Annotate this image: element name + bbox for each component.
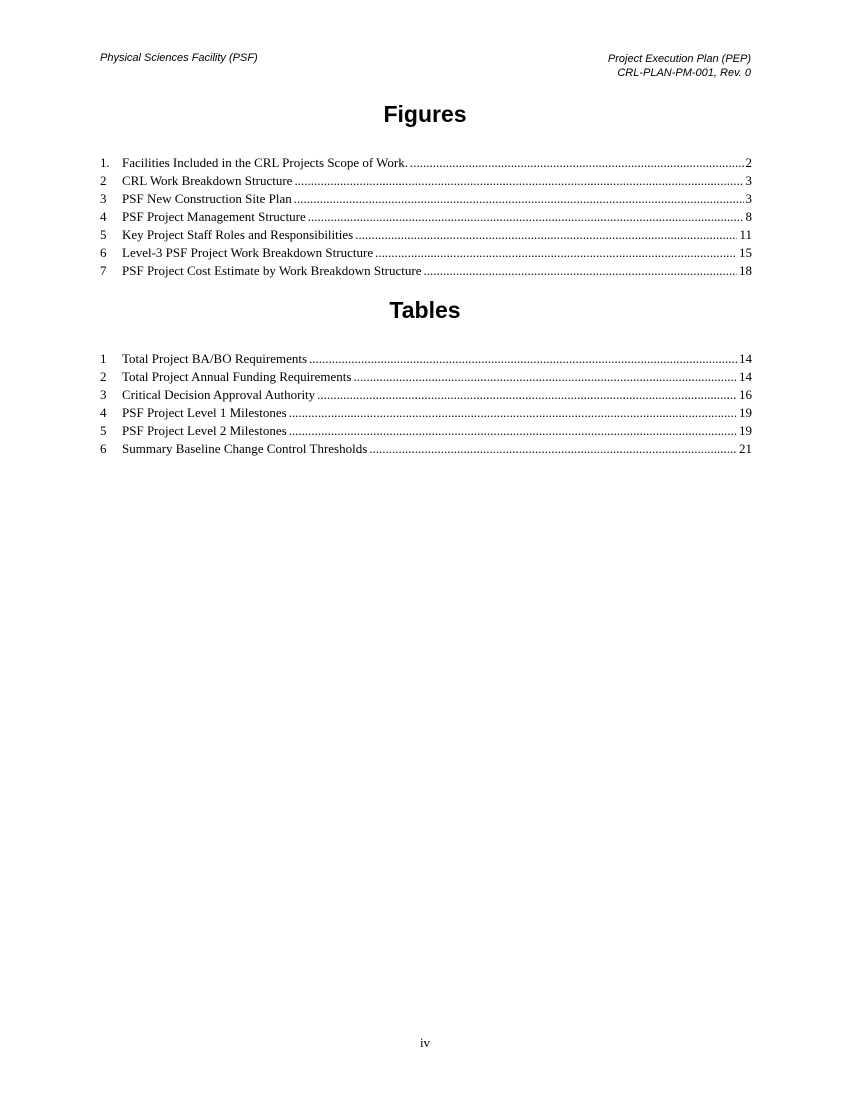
dot-leader xyxy=(309,350,737,368)
table-entry[interactable] xyxy=(100,350,752,368)
table-title: PSF Project Level 1 Milestones xyxy=(122,405,287,420)
figure-page-number: 15 xyxy=(739,245,752,260)
figure-title: CRL Work Breakdown Structure xyxy=(122,173,293,188)
figure-page-number: 3 xyxy=(745,173,752,188)
figure-page-number: 8 xyxy=(745,209,752,224)
figure-entry[interactable] xyxy=(100,262,752,280)
table-page-number: 14 xyxy=(739,351,752,366)
figure-number: 2 xyxy=(100,173,107,188)
figure-title: PSF Project Cost Estimate by Work Breakdown Structure xyxy=(122,263,422,278)
table-page-number: 14 xyxy=(739,369,752,384)
table-number: 3 xyxy=(100,387,107,402)
dot-leader xyxy=(369,440,737,458)
table-title: Critical Decision Approval Authority xyxy=(122,387,316,402)
figure-number: 3 xyxy=(100,191,107,206)
figure-page-number: 3 xyxy=(745,191,752,206)
header-document-number: CRL-PLAN-PM-001, Rev. 0 xyxy=(617,67,751,79)
figure-entry[interactable] xyxy=(100,190,752,208)
figure-page-number: 11 xyxy=(739,227,752,242)
figures-heading: Figures xyxy=(383,101,467,127)
running-header-left: Physical Sciences Facility (PSF) xyxy=(100,52,258,64)
figure-title: Facilities Included in the CRL Projects Scope of Work. xyxy=(122,155,408,170)
figure-page-number: 18 xyxy=(739,263,752,278)
table-page-number: 19 xyxy=(739,423,752,438)
figure-number: 7 xyxy=(100,263,107,278)
figure-number: 4 xyxy=(100,209,107,224)
table-page-number: 16 xyxy=(739,387,752,402)
running-header-right xyxy=(608,52,751,80)
figures-list xyxy=(100,154,752,280)
figure-entry[interactable] xyxy=(100,154,752,172)
table-title: Total Project Annual Funding Requirements xyxy=(122,369,352,384)
dot-leader xyxy=(355,226,737,244)
dot-leader xyxy=(375,244,737,262)
dot-leader xyxy=(294,172,743,190)
tables-list xyxy=(100,350,752,458)
figure-title: PSF New Construction Site Plan xyxy=(122,191,292,206)
table-title: Total Project BA/BO Requirements xyxy=(122,351,308,366)
figure-title: Key Project Staff Roles and Responsibilities xyxy=(122,227,354,242)
table-entry[interactable] xyxy=(100,440,752,458)
figure-entry[interactable] xyxy=(100,208,752,226)
table-number: 6 xyxy=(100,441,107,456)
table-number: 2 xyxy=(100,369,107,384)
figure-entry[interactable] xyxy=(100,226,752,244)
table-page-number: 21 xyxy=(739,441,752,456)
figure-entry[interactable] xyxy=(100,244,752,262)
figure-title: PSF Project Management Structure xyxy=(122,209,306,224)
figure-number: 6 xyxy=(100,245,107,260)
table-number: 4 xyxy=(100,405,107,420)
table-entry[interactable] xyxy=(100,404,752,422)
figure-number: 1. xyxy=(100,155,110,170)
table-page-number: 19 xyxy=(739,405,752,420)
dot-leader xyxy=(410,154,744,172)
table-title: PSF Project Level 2 Milestones xyxy=(122,423,287,438)
dot-leader xyxy=(424,262,738,280)
dot-leader xyxy=(308,208,744,226)
table-entry[interactable] xyxy=(100,422,752,440)
dot-leader xyxy=(289,422,737,440)
table-number: 1 xyxy=(100,351,107,366)
table-entry[interactable] xyxy=(100,386,752,404)
figure-title: Level-3 PSF Project Work Breakdown Structure xyxy=(122,245,374,260)
header-plan-title: Project Execution Plan (PEP) xyxy=(607,53,751,65)
dot-leader xyxy=(353,368,737,386)
figure-number: 5 xyxy=(100,227,107,242)
table-title: Summary Baseline Change Control Thresholds xyxy=(122,441,368,456)
figure-page-number: 2 xyxy=(745,155,752,170)
dot-leader xyxy=(317,386,737,404)
dot-leader xyxy=(294,190,744,208)
table-entry[interactable] xyxy=(100,368,752,386)
page-number: iv xyxy=(419,1035,431,1050)
table-number: 5 xyxy=(100,423,107,438)
tables-heading: Tables xyxy=(389,297,461,323)
figure-entry[interactable] xyxy=(100,172,752,190)
dot-leader xyxy=(289,404,737,422)
